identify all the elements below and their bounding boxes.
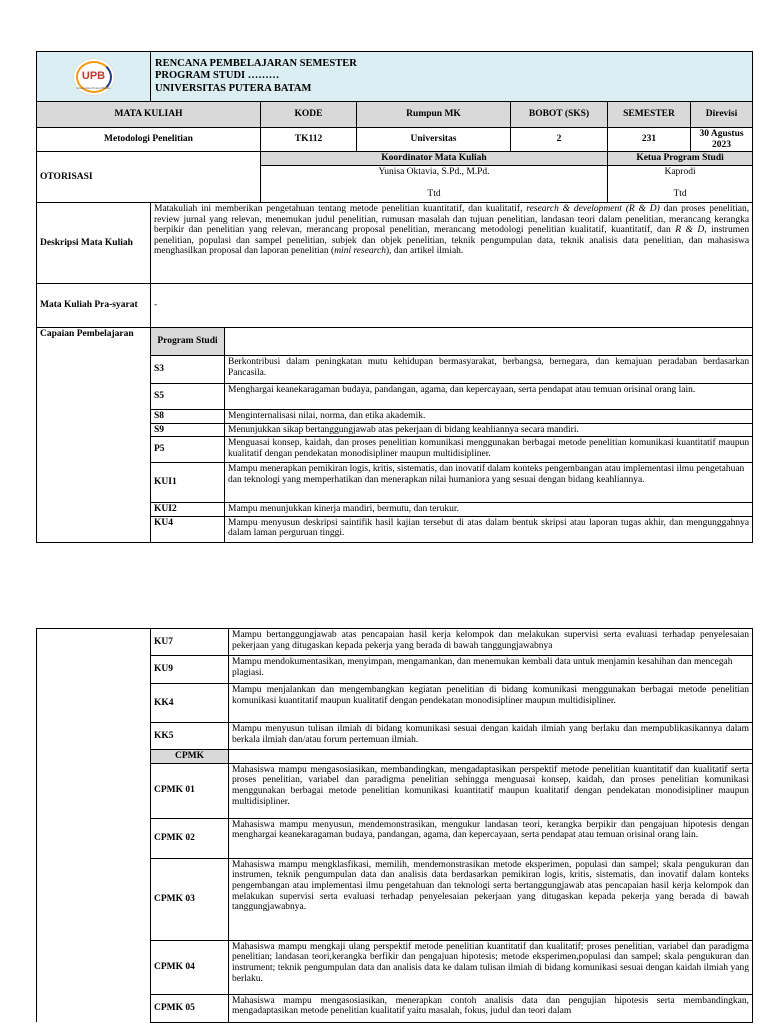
cpl-text: Mampu menyusun tulisan ilmiah di bidang komunikasi sesuai dengan kaidah ilmiah yang berlaku dan mempublikasikannya dalam berkala ilmiah dan/atau forum pertemuan ilmiah. bbox=[229, 723, 753, 750]
kaprodi-cell bbox=[608, 165, 753, 202]
value-mata-kuliah: Metodologi Penelitian bbox=[37, 128, 261, 152]
cpl-text: Menguasai konsep, kaidah, dan proses penelitian komunikasi menggunakan berbagai metode penelitian komunikasi kuantitatif maupun kualitatif dengan pendekatan monodisipliner maupun multidisipliner. bbox=[225, 437, 753, 463]
cpmk-text: Mahasiswa mampu mengasosiasikan, menerapkan contoh analisis data dan pengujian hipotesis serta membandingkan, mengadaptasikan metode penelitian kualitatif yaitu masalah, fokus, judul dan teori dalam bbox=[229, 994, 753, 1022]
cpl-code: KUI1 bbox=[151, 463, 225, 503]
cpl-text: Mampu menerapkan pemikiran logis, kritis, sistematis, dan inovatif dalam konteks pengembangan atau implementasi ilmu pengetahuan dan teknologi yang memperhatikan dan menerapkan nilai humaniora yang sesuai dengan bidang keahliannya. bbox=[225, 463, 753, 503]
koordinator-name: Yunisa Oktavia, S.Pd., M.Pd. bbox=[378, 166, 490, 177]
kaprodi-name: Kaprodi bbox=[664, 166, 696, 177]
deskripsi-row bbox=[37, 202, 753, 283]
koordinator-sign: Ttd bbox=[427, 188, 441, 199]
cpl-code: S8 bbox=[151, 409, 225, 423]
cpmk-text: Mahasiswa mampu mengkaji ulang perspektif metode penelitian kuantitatif dan kualitatif; proses penelitian, variabel dan paradigma penelitian; landasan teori,kerangka berfikir dan pengajuan hipotesis; metode eksperimen,populasi dan sampel; skala pengukuran dan instrument; teknik pengumpulan data dan analisis data ke dalam tulisan ilmiah di bidang komunikasi sesuai dengan kaidah ilmiah yang berlaku. bbox=[229, 940, 753, 994]
header-direvisi: Direvisi bbox=[691, 102, 753, 128]
cpl-code: S5 bbox=[151, 383, 225, 409]
deskripsi-text: Matakuliah ini memberikan pengetahuan tentang metode penelitian kuantitatif, dan kualitatif, research & development (R & D) dan proses penelitian, review jurnal yang relevan, menemukan judul penelitian, rumusan masalah dan tujuan penelitian, landasan teori dalam penelitian, merancang kerangka berpikir dan penelitian yang relevan, merancang proposal penelitian, merancang metodologi penelitian kualitatif, kuantitatif, dan R & D, instrumen penelitian, populasi dan sampel penelitian, subjek dan objek penelitian, teknik pengumpulan data, teknik analisis data penelitian, dan mahasiswa menghasilkan proposal dan laporan penelitian (mini research), dan artikel ilmiah. bbox=[151, 202, 753, 283]
document-title bbox=[151, 52, 753, 102]
upb-logo-icon bbox=[73, 58, 115, 96]
logo-caption: Universitas Putera Batam bbox=[76, 86, 111, 91]
header-kode: KODE bbox=[261, 102, 357, 128]
cpl-text: Berkontribusi dalam peningkatan mutu kehidupan bermasyarakat, berbangsa, bernegara, dan kemajuan peradaban berdasarkan Pancasila. bbox=[225, 355, 753, 383]
cpl-code: KK5 bbox=[151, 723, 229, 750]
course-value-row bbox=[37, 128, 753, 152]
cpl-text: Mampu menunjukkan kinerja mandiri, bermutu, dan terukur. bbox=[225, 503, 753, 517]
otorisasi-title-row bbox=[37, 152, 753, 166]
program-studi-label: Program Studi bbox=[151, 327, 225, 355]
kaprodi-title: Ketua Program Studi bbox=[608, 152, 753, 166]
course-header-row bbox=[37, 102, 753, 128]
value-direvisi: 30 Agustus 2023 bbox=[691, 128, 753, 152]
cpmk-code: CPMK 04 bbox=[151, 940, 229, 994]
cpl-code: KK4 bbox=[151, 684, 229, 723]
value-kode: TK112 bbox=[261, 128, 357, 152]
koordinator-cell bbox=[261, 165, 608, 202]
cpl-code: S3 bbox=[151, 355, 225, 383]
left-empty-column bbox=[37, 629, 151, 1023]
prasyarat-value: - bbox=[151, 283, 753, 327]
deskripsi-label: Deskripsi Mata Kuliah bbox=[37, 202, 151, 283]
cpl-code: KU7 bbox=[151, 629, 229, 656]
cpmk-label: CPMK bbox=[151, 750, 229, 764]
capaian-header-empty bbox=[225, 327, 753, 355]
prasyarat-row bbox=[37, 283, 753, 327]
logo-cell bbox=[37, 52, 151, 102]
cpl-text: Mampu mendokumentasikan, menyimpan, mengamankan, dan menemukan kembali data untuk menjamin kesahihan dan mencegah plagiasi. bbox=[229, 656, 753, 684]
kaprodi-sign: Ttd bbox=[673, 188, 687, 199]
cpmk-text: Mahasiswa mampu mengasosiasikan, membandingkan, mengadaptasikan perspektif metode penelitian kuantitatif dan kualitatif serta proses penelitian, variabel dan paradigma penelitian sehingga menguasai konsep, kaidah, dan proses penelitian komunikasi menggunakan berbagai metode penelitian komunikasi kuantitatif maupun kualitatif dengan pendekatan monodisipliner maupun multidisipliner. bbox=[229, 763, 753, 818]
value-semester: 231 bbox=[608, 128, 691, 152]
title-line-2: PROGRAM STUDI ……… bbox=[155, 70, 280, 82]
cpl-code: KUI2 bbox=[151, 503, 225, 517]
rps-table-top bbox=[36, 51, 753, 543]
header-mata-kuliah: MATA KULIAH bbox=[37, 102, 261, 128]
cpl-code: P5 bbox=[151, 437, 225, 463]
header-semester: SEMESTER bbox=[608, 102, 691, 128]
cpmk-code: CPMK 03 bbox=[151, 858, 229, 940]
header-row bbox=[37, 52, 753, 102]
cpmk-header-empty bbox=[229, 750, 753, 764]
title-line-1: RENCANA PEMBELAJARAN SEMESTER bbox=[155, 58, 357, 70]
cpl-text: Menginternalisasi nilai, norma, dan etika akademik. bbox=[225, 409, 753, 423]
header-bobot: BOBOT (SKS) bbox=[511, 102, 608, 128]
cpl-text: Mampu menjalankan dan mengembangkan kegiatan penelitian di bidang komunikasi menggunakan berbagai metode penelitian komunikasi kuantitatif maupun kualitatif dengan pendekatan monodisipliner maupun multidisipliner. bbox=[229, 684, 753, 723]
cpl-code: S9 bbox=[151, 423, 225, 437]
rps-page-1 bbox=[36, 51, 752, 543]
cpmk-code: CPMK 05 bbox=[151, 994, 229, 1022]
capaian-header-row bbox=[37, 327, 753, 355]
cpl-text: Mampu bertanggungjawab atas pencapaian hasil kerja kelompok dan melakukan supervisi serta evaluasi terhadap penyelesaian pekerjaan yang ditugaskan kepada pekerja yang berada di bawah tanggungjawabnya bbox=[229, 629, 753, 656]
cpmk-text: Mahasiswa mampu mengklasfikasi, memilih, mendemonstrasikan metode eksperimen, populasi dan sampel; skala pengukuran dan instrumen, teknik pengumpulan data dan analisis data berdasarkan pemikiran logis, kritis, sistematis, dan inovatif dalam konteks pengembangan atau implementasi ilmu pengetahuan dan teknologi serta bertanggungjawab atas pencapaian hasil kerja kelompok dan melakukan supervisi serta evaluasi terhadap penyelesaian pekerjaan yang ditugaskan kepada pekerja yang berada di bawah tanggungjawabnya. bbox=[229, 858, 753, 940]
rps-table-continued bbox=[36, 628, 753, 1023]
value-bobot: 2 bbox=[511, 128, 608, 152]
rps-page-2 bbox=[36, 628, 752, 1023]
otorisasi-label: OTORISASI bbox=[37, 152, 261, 203]
cpmk-code: CPMK 01 bbox=[151, 763, 229, 818]
cpl-text: Menghargai keanekaragaman budaya, pandangan, agama, dan kepercayaan, serta pendapat atau temuan orisinal orang lain. bbox=[225, 383, 753, 409]
prasyarat-label: Mata Kuliah Pra-syarat bbox=[37, 283, 151, 327]
title-line-3: UNIVERSITAS PUTERA BATAM bbox=[155, 82, 312, 94]
cpmk-code: CPMK 02 bbox=[151, 818, 229, 858]
capaian-label: Capaian Pembelajaran bbox=[37, 327, 151, 542]
koordinator-title: Koordinator Mata Kuliah bbox=[261, 152, 608, 166]
logo-text: UPB bbox=[81, 70, 106, 83]
cpl-row bbox=[37, 629, 753, 656]
cpl-code: KU4 bbox=[151, 516, 225, 542]
header-rumpun: Rumpun MK bbox=[357, 102, 511, 128]
cpl-text: Mampu menyusun deskripsi saintifik hasil kajian tersebut di atas dalam bentuk skripsi atau laporan tugas akhir, dan mengunggahnya dalam laman perguruan tinggi. bbox=[225, 516, 753, 542]
value-rumpun: Universitas bbox=[357, 128, 511, 152]
cpl-text: Menunjukkan sikap bertanggungjawab atas pekerjaan di bidang keahliannya secara mandiri. bbox=[225, 423, 753, 437]
cpmk-text: Mahasiswa mampu menyusun, mendemonstrasikan, mengukur landasan teori, kerangka berpikir dan pengajuan hipotesis dengan menghargai keanekaragaman budaya, pandangan, agama, dan kepercayaan, serta pendapat atau temuan orisinal orang lain. bbox=[229, 818, 753, 858]
cpl-code: KU9 bbox=[151, 656, 229, 684]
